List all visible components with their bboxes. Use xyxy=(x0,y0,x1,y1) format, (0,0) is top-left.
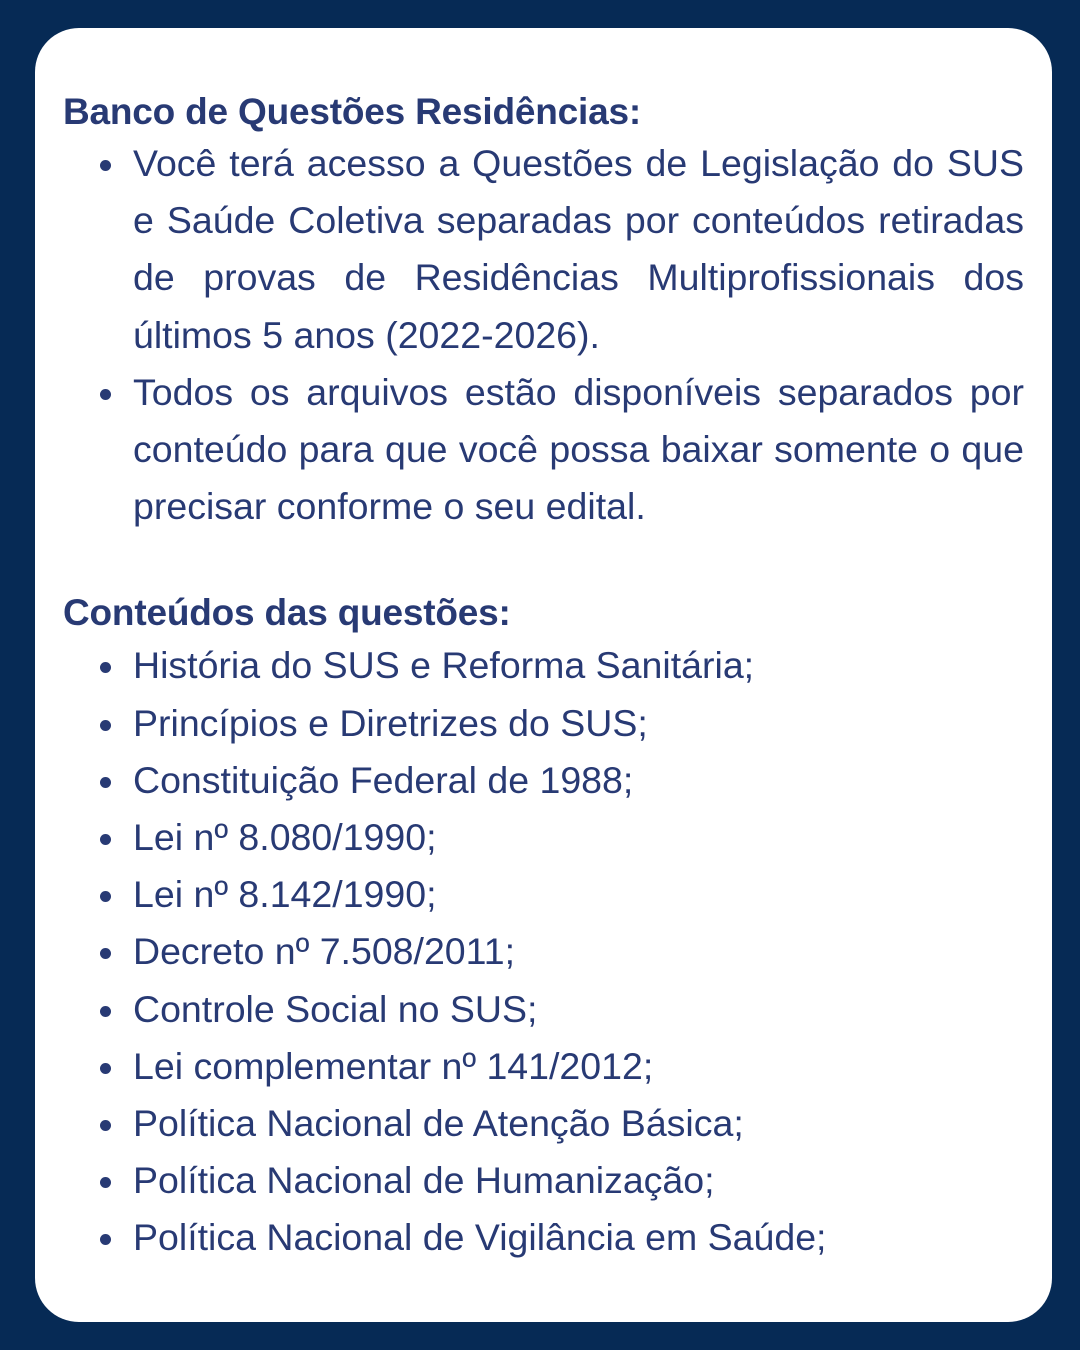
list-item xyxy=(133,923,1024,980)
bullet-icon xyxy=(100,1120,111,1131)
bullet-icon xyxy=(100,948,111,959)
bullet-icon xyxy=(100,1006,111,1017)
bullet-icon xyxy=(100,389,111,400)
list-item-text: História do SUS e Reforma Sanitária; xyxy=(133,644,755,687)
list-item xyxy=(133,1038,1024,1095)
list-item-text: Lei complementar nº 141/2012; xyxy=(133,1044,654,1087)
list-item xyxy=(133,866,1024,923)
list-item-text: Constituição Federal de 1988; xyxy=(133,758,634,801)
list-item-text: Política Nacional de Atenção Básica; xyxy=(133,1102,744,1145)
bullet-icon xyxy=(100,1177,111,1188)
list-item xyxy=(133,637,1024,694)
list-item xyxy=(133,1095,1024,1152)
bullet-icon xyxy=(100,662,111,673)
list-item-text: Lei nº 8.080/1990; xyxy=(133,816,437,859)
list-item-text: Política Nacional de Humanização; xyxy=(133,1159,715,1202)
list-item xyxy=(133,135,1024,364)
list-item xyxy=(133,364,1024,536)
section-banco-questoes xyxy=(63,90,1024,535)
bullet-icon xyxy=(100,1234,111,1245)
bullet-list-banco xyxy=(63,135,1024,535)
list-item xyxy=(133,752,1024,809)
list-item-text: Você terá acesso a Questões de Legislação do SUS e Saúde Coletiva separadas por conteúdos retiradas de provas de Residências Multiprofissionais dos últimos 5 anos (2022-2026). xyxy=(133,142,1024,356)
list-item xyxy=(133,981,1024,1038)
list-item xyxy=(133,1152,1024,1209)
list-item-text: Princípios e Diretrizes do SUS; xyxy=(133,701,648,744)
content-card xyxy=(35,28,1052,1322)
list-item-text: Controle Social no SUS; xyxy=(133,987,538,1030)
bullet-list-conteudos xyxy=(63,637,1024,1266)
list-item-text: Política Nacional de Vigilância em Saúde; xyxy=(133,1216,827,1259)
list-item-text: Lei nº 8.142/1990; xyxy=(133,873,437,916)
bullet-icon xyxy=(100,777,111,788)
list-item-text: Decreto nº 7.508/2011; xyxy=(133,930,516,973)
list-item xyxy=(133,809,1024,866)
bullet-icon xyxy=(100,834,111,845)
bullet-icon xyxy=(100,160,111,171)
list-item xyxy=(133,1209,1024,1266)
bullet-icon xyxy=(100,720,111,731)
bullet-icon xyxy=(100,1063,111,1074)
section-title-banco: Banco de Questões Residências: xyxy=(63,91,641,132)
bullet-icon xyxy=(100,891,111,902)
section-title-conteudos: Conteúdos das questões: xyxy=(63,592,511,634)
list-item xyxy=(133,695,1024,752)
list-item-text: Todos os arquivos estão disponíveis separados por conteúdo para que você possa baixar somente o que precisar conforme o seu edital. xyxy=(133,370,1024,528)
section-conteudos xyxy=(63,591,1024,1266)
